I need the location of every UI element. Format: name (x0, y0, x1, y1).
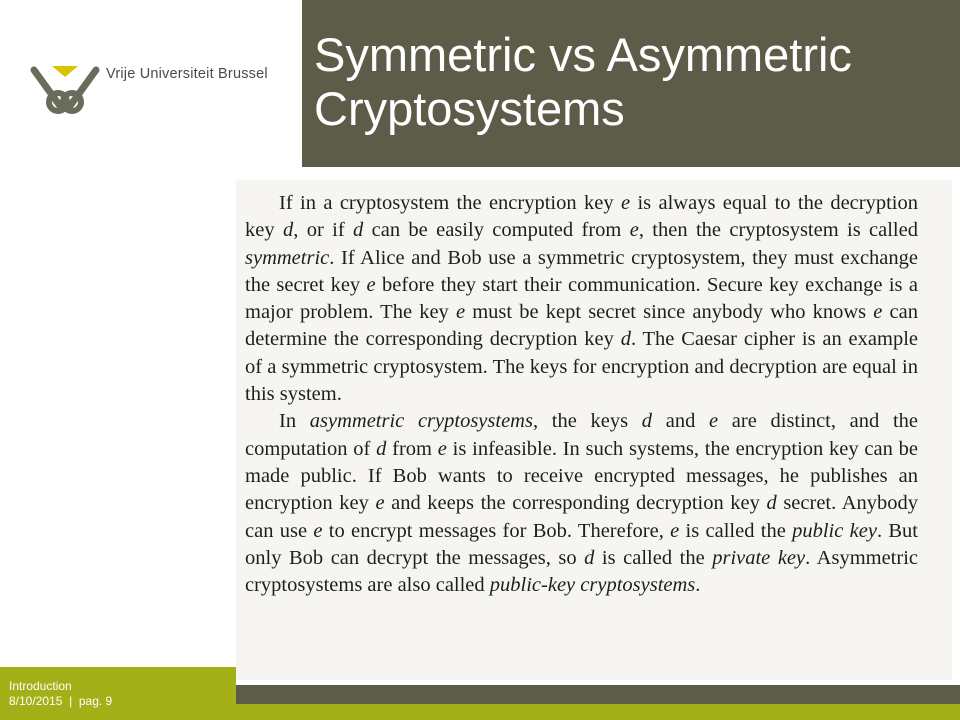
text-run: e (375, 492, 385, 515)
text-run: . If Alice and Bob use a symmetric cryptosystem, they must exchange the secret key (245, 246, 918, 296)
text-run: secret. Anybody can use (245, 492, 918, 542)
text-run: e (709, 410, 719, 433)
text-run: private key (712, 546, 806, 569)
text-run: public-key cryptosystems (489, 574, 696, 597)
footer-meta (9, 694, 112, 709)
slide-title-line-1: Symmetric vs Asymmetric (314, 28, 852, 81)
text-run: can determine the corresponding decryption key (245, 301, 919, 351)
text-run: is called the (594, 546, 713, 569)
text-run: . (695, 574, 701, 597)
text-run: and keeps the corresponding decryption key (384, 492, 767, 515)
text-run: d (620, 328, 631, 351)
text-run: d (766, 492, 777, 515)
text-run: . Asymmetric cryptosystems are also called (245, 546, 918, 597)
text-run: e (620, 192, 631, 214)
vub-logo (30, 62, 290, 122)
slide-title (314, 28, 960, 136)
footer-date: 8/10/2015 (9, 694, 63, 708)
slide-title-line-2: Cryptosystems (314, 82, 625, 135)
text-run: d (584, 546, 595, 569)
text-run: d (376, 437, 387, 460)
text-run: . The Caesar cipher is an example of a symmetric cryptosystem. The keys for encryption and decryption are equal in this system. (245, 328, 918, 406)
footer-page: pag. 9 (78, 694, 113, 708)
text-run: In (279, 410, 310, 433)
text-run: must be kept secret since anybody who knows (465, 301, 874, 324)
text-run: and (652, 410, 709, 433)
text-run: e (437, 437, 447, 460)
vub-logo-icon (30, 62, 102, 118)
text-run: are distinct, and the computation of (245, 410, 918, 460)
text-run: can be easily computed from (363, 219, 630, 242)
text-run: is called the (679, 519, 793, 542)
text-run: , the keys (532, 410, 642, 433)
text-run: e (873, 301, 883, 324)
text-run: e (366, 273, 376, 296)
text-run: public key (792, 519, 877, 542)
scanned-text-excerpt (236, 180, 952, 680)
text-run: to encrypt messages for Bob. Therefore, (322, 519, 671, 542)
footer-info-block (0, 667, 236, 720)
text-run: is infeasible. In such systems, the encryption key can be made public. If Bob wants to receive encrypted messages, he publishes an encryption key (245, 437, 919, 515)
text-run: e (455, 301, 466, 324)
paragraph-asymmetric (245, 408, 918, 599)
text-run: e (670, 519, 680, 542)
text-run: d (353, 219, 364, 242)
footer-section: Introduction (9, 679, 72, 693)
text-run: before they start their communication. Secure key exchange is a major problem. The key (245, 273, 918, 324)
text-run: , then the cryptosystem is called (638, 219, 918, 242)
text-run: d (641, 410, 653, 433)
footer-text (9, 679, 112, 709)
paragraph-symmetric (245, 190, 918, 408)
text-run: e (629, 219, 639, 242)
text-run: . But only Bob can decrypt the messages, so (245, 519, 918, 569)
text-run: d (282, 219, 294, 242)
text-run: symmetric (245, 246, 330, 269)
text-run: , or if (293, 219, 354, 242)
text-run: asymmetric cryptosystems (309, 410, 533, 433)
text-run: is always equal to the decryption key (245, 192, 918, 242)
footer-green-band (236, 704, 960, 720)
text-run: e (313, 519, 323, 542)
footer-dark-band (236, 685, 960, 704)
logo-text: Vrije Universiteit Brussel (106, 66, 268, 82)
title-banner (302, 0, 960, 167)
footer-separator: | (69, 694, 73, 708)
text-run: from (386, 437, 438, 460)
text-run: If in a cryptosystem the encryption key (279, 192, 621, 214)
